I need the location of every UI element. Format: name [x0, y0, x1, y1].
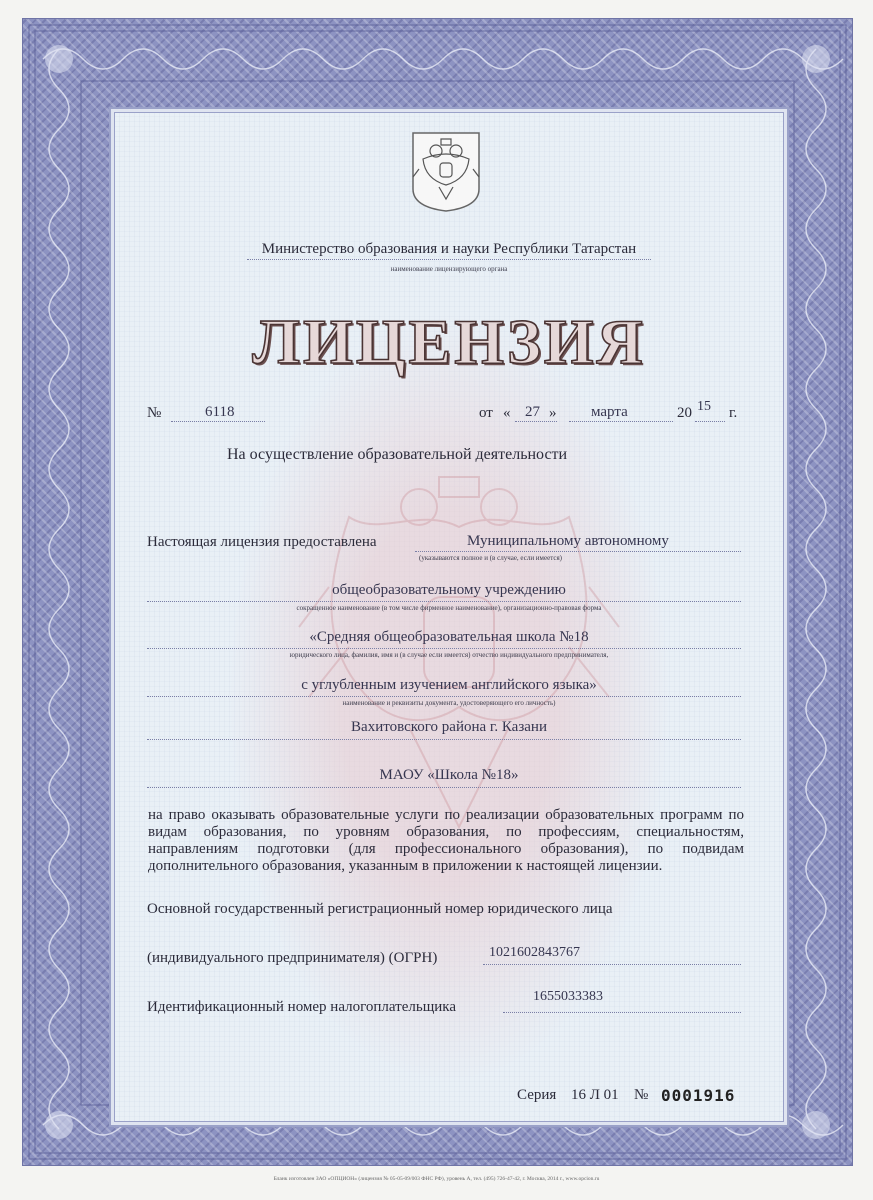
license-number: 6118 [205, 404, 235, 420]
license-frame [22, 18, 853, 1166]
holder-line-3: «Средняя общеобразовательная школа №18 [309, 629, 589, 645]
date-close-quote: » [549, 405, 557, 421]
holder-line-4-underline [147, 696, 741, 697]
number-underline [171, 421, 265, 422]
license-field [109, 107, 789, 1127]
ogrn-label-line-2: (индивидуального предпринимателя) (ОГРН) [147, 950, 438, 966]
date-year-prefix: 20 [677, 405, 692, 421]
serial-number: 0001916 [661, 1086, 736, 1105]
ogrn-value: 1021602843767 [489, 945, 580, 960]
date-day: 27 [525, 404, 540, 420]
rights-paragraph: на право оказывать образовательные услуги по реализации образовательных программ по видам образования, по уровням образования, по профессиям, специальностям, направлениям подготовки (для профессионального образования), по подвидам дополнительного образования, указанным в приложении к настоящей лицензии. [148, 807, 744, 874]
document-title: ЛИЦЕНЗИЯ [252, 306, 646, 377]
date-open-quote: « [503, 405, 511, 421]
inn-value: 1655033383 [533, 989, 603, 1004]
authority-underline [247, 259, 651, 260]
ogrn-underline [483, 964, 741, 965]
holder-line-5-underline [147, 739, 741, 740]
coat-of-arms-icon [409, 129, 483, 213]
holder-line-5: Вахитовского района г. Казани [351, 719, 547, 735]
date-month: марта [591, 404, 628, 420]
month-underline [569, 421, 673, 422]
holder-lead-label: Настоящая лицензия предоставлена [147, 534, 377, 550]
licensing-authority: Министерство образования и науки Республики Татарстан [261, 241, 637, 257]
printer-note: Бланк изготовлен ЗАО «ОПЦИОН» (лицензия № 05-05-09/003 ФНС РФ), уровень А, тел. (495) 726-47-42, г. Москва, 2014 г., www.opcion.ru [273, 1176, 600, 1182]
holder-line-3-underline [147, 648, 741, 649]
authority-caption: наименование лицензирующего органа [390, 265, 508, 273]
holder-line-6-underline [147, 787, 741, 788]
holder-line-2: общеобразовательному учреждению [332, 582, 566, 598]
holder-line-2-underline [147, 601, 741, 602]
holder-caption-3: юридического лица, фамилия, имя и (в случае если имеется) отчество индивидуального предпринимателя, [289, 651, 609, 659]
license-subject: На осуществление образовательной деятельности [227, 446, 568, 463]
holder-caption-2: сокращенное наименование (в том числе фирменное наименование), организационно-правовая форма [296, 604, 602, 612]
license-number-label: № [147, 405, 162, 421]
holder-short-name: МАОУ «Школа №18» [379, 767, 519, 783]
holder-caption-4: наименование и реквизиты документа, удостоверяющего его личность) [342, 699, 556, 707]
date-year-unit: г. [729, 405, 738, 421]
serial-label: Серия [517, 1087, 557, 1103]
serial-number-label: № [634, 1087, 649, 1103]
date-year-suffix: 15 [697, 399, 711, 414]
holder-line-1-underline [415, 551, 741, 552]
inn-underline [503, 1012, 741, 1013]
ogrn-label-line-1: Основной государственный регистрационный номер юридического лица [147, 901, 613, 917]
holder-line-4: с углубленным изучением английского языка» [301, 677, 597, 693]
holder-caption-1: (указываются полное и (в случае, если имеется) [419, 554, 563, 562]
holder-line-1: Муниципальному автономному [467, 533, 669, 549]
date-from-label: от [479, 405, 493, 421]
year-underline [695, 421, 725, 422]
serial-series: 16 Л 01 [571, 1087, 619, 1103]
inn-label: Идентификационный номер налогоплательщика [147, 999, 457, 1015]
